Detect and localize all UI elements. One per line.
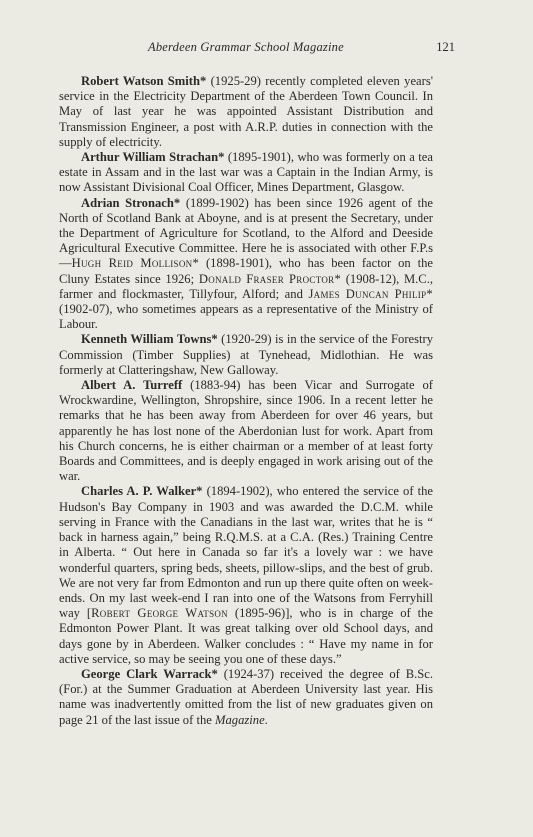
entry-text: (1895-1901), who was formerly on a tea estate in Assam and in the last war was a Captain in the Indian Army, is now Assistant Divisional Coal Officer, Mines Department, Glasgow. (59, 150, 433, 195)
entry-turreff (59, 378, 433, 484)
entry-text: (1895-96)], who is in charge of the Edmonton Power Plant. It was great talking over old School days, and days gone by in Aberdeen. Walker concludes : “ Have my name in for active service, so may be seeing you one of these days.” (59, 606, 434, 666)
entry-warrack (59, 667, 433, 728)
person-name: Robert Watson Smith* (81, 74, 207, 88)
magazine-title: Magazine (214, 712, 265, 727)
entry-text: (1899-1902) has been since 1926 agent of the North of Scotland Bank at Aboyne, and is at present the Secretary, under the Department of Agriculture for Scotland, to the Alford and Deeside Agricultural Executive Committee. Here he is associated with other F.P.s— (59, 195, 434, 271)
person-name-smallcaps: Hugh Reid Mollison* (71, 256, 200, 271)
entry-stronach (59, 196, 433, 333)
entry-text: (1925-29) recently completed eleven years' service in the Electricity Department of the Aberdeen Town Council. In May of last year he was appointed Assistant Distribution and Transmission Engineer, a post with A.R.P. duties in connection with the supply of electricity. (59, 74, 433, 149)
entry-towns (59, 332, 433, 378)
entry-text: (1908-12), M.C., farmer and flockmaster, Tillyfour, Alford; and (59, 271, 433, 301)
entry-text: . (264, 712, 268, 727)
entry-text: (1883-94) has been Vicar and Surrogate of Wrockwardine, Wellington, Shropshire, since 1906. In a recent letter he remarks that he has been away from Aberdeen for over 46 years, but apparently he has lost none of the Aberdonian lust for work. Apart from his Church concerns, he is either chairman or a member of at least forty Boards and Committees, and is deeply engaged in work arising out of the war. (59, 378, 433, 484)
running-head (80, 40, 455, 58)
entry-text: (1894-1902), who entered the service of the Hudson's Bay Company in 1903 and was awarded the D.C.M. while serving in France with the Canadians in the last war, writes that he is “ back in harness again,” being R.Q.M.S. at a C.A. (Res.) Training Centre in Alberta. “ Out here in Canada so far it's a lovely war : we have wonderful quarters, spring beds, sheets, pillow-slips, and the best of grub. We are not very far from Edmonton and run up there quite often on week-ends. On my last week-end I ran into one of the Watsons from Ferryhill way [ (59, 484, 433, 621)
entry-text: (1920-29) is in the service of the Forestry Commission (Timber Supplies) at Tynehead, Midlothian. He was formerly at Clatteringshaw, New Galloway. (59, 332, 433, 377)
entry-strachan (59, 150, 433, 196)
person-name: Albert A. Turreff (81, 378, 183, 393)
person-name: Kenneth William Towns* (81, 332, 218, 347)
person-name: Charles A. P. Walker* (81, 484, 203, 499)
person-name: Adrian Stronach* (81, 195, 181, 210)
entry-text: (1898-1901), who has been factor on the Cluny Estates since 1926; (59, 256, 433, 286)
person-name-smallcaps: Donald Fraser Proctor* (198, 271, 342, 286)
journal-title: Aberdeen Grammar School Magazine (148, 40, 344, 54)
person-name-smallcaps: Robert George Watson (91, 606, 228, 621)
person-name: George Clark Warrack* (81, 666, 218, 681)
entry-walker (59, 484, 433, 666)
page-number: 121 (436, 40, 455, 54)
entry-smith (59, 74, 433, 150)
person-name: Arthur William Strachan* (81, 150, 225, 165)
person-name-smallcaps: James Duncan Philip* (308, 286, 433, 301)
article-body (59, 74, 433, 728)
entry-text: (1902-07), who sometimes appears as a representative of the Ministry of Labour. (59, 302, 433, 332)
entry-text: (1924-37) received the degree of B.Sc. (For.) at the Summer Graduation at Aberdeen University last year. His name was inadvertently omitted from the list of new graduates given on page 21 of the last issue of the (59, 666, 434, 727)
